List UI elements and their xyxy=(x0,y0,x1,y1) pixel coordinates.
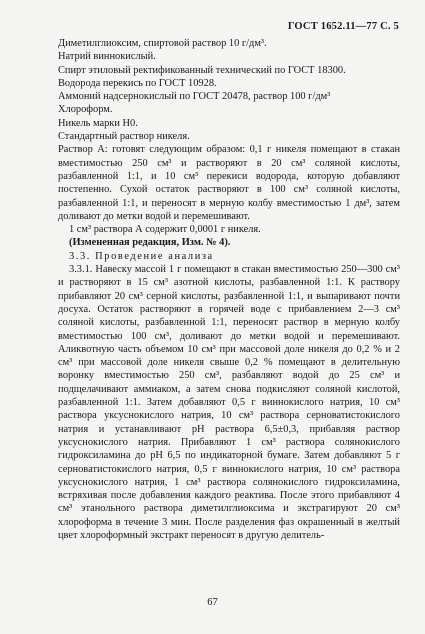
text-line: Стандартный раствор никеля. xyxy=(58,131,190,143)
paragraph: Раствор А: готовят следующим образом: 0,1 г никеля помещают в стакан вместимостью 250 см³ и растворяют в 20 см³ соляной кислоты, разбавленной 1:1, и 10 см³ перекиси водорода, которую добавляют постепенно. Сухой остаток растворяют в 100 см³ соляной кислоты, разбавленной 1:1, и переносят в мерную колбу вместимостью 1 дм³, затем доливают до метки водой и перемешивают. xyxy=(58,144,400,222)
paragraph: 3.3.1. Навеску массой 1 г помещают в стакан вместимостью 250—300 см³ и растворяют в 15 см³ азотной кислоты, разбавленной 1:1. К раствору прибавляют 20 см³ серной кислоты, разбавленной 1:1, и выпаривают почти досуха. Остаток растворяют в горячей воде с прибавлением 2—3 см³ соляной кислоты, разбавленной 1:1, переносят раствор в мерную колбу вместимостью 100 см³, доливают до метки водой и перемешивают. Аликвотную часть объемом 10 см³ при массовой доле никеля до 0,2 % и 2 см³ при массовой доле никеля свыше 0,2 % помещают в делительную воронку вместимостью 250 см³, разбавляют водой до 25 см³ и подщелачивают аммиаком, а затем снова подкисляют соляной кислотой, разбавленной 1:1. Затем добавляют 0,5 г виннокислого натрия, 10 см³ раствора уксуснокислого натрия, 10 см³ раствора серноватистокислого натрия и устанавливают pH раствора 6,5±0,3, прибавляя раствор уксуснокислого натрия. Прибавляют 1 см³ раствора солянокислого гидроксиламина до pH 6,5 по индикаторной бумаге. Затем добавляют 5 г серноватистокислого натрия, 0,5 г виннокислого натрия, 10 см³ раствора уксуснокислого натрия, 1 см³ раствора солянокислого гидроксиламина, встряхивая после добавления каждого реактива. После этого прибавляют 4 см³ этанольного раствора диметилглиоксима и экстрагируют 20 см³ хлороформа в течение 3 мин. После разделения фаз окрашенный в желтый цвет хлороформный экстракт переносят в другую делитель- xyxy=(58,264,400,541)
text-line: Спирт этиловый ректификованный технический по ГОСТ 18300. xyxy=(58,64,346,76)
page-header: ГОСТ 1652.11—77 С. 5 xyxy=(287,21,399,32)
text-line: Хлороформ. xyxy=(58,104,113,116)
text-line: Водорода перекись по ГОСТ 10928. xyxy=(58,77,217,89)
text-line: Никель марки Н0. xyxy=(58,117,138,129)
text-line: Натрий виннокислый. xyxy=(58,51,156,63)
page-number: 67 xyxy=(207,597,218,608)
revision-note: (Измененная редакция, Изм. № 4). xyxy=(69,237,231,249)
paragraph: 1 см³ раствора А содержит 0,0001 г никеля. xyxy=(69,224,261,236)
text-line: Аммоний надсернокислый по ГОСТ 20478, раствор 100 г/дм³ xyxy=(58,91,331,103)
page-body xyxy=(58,37,400,542)
section-heading: 3.3. Проведение анализа xyxy=(69,250,214,262)
text-line: Диметилглиоксим, спиртовой раствор 10 г/дм³. xyxy=(58,38,267,49)
